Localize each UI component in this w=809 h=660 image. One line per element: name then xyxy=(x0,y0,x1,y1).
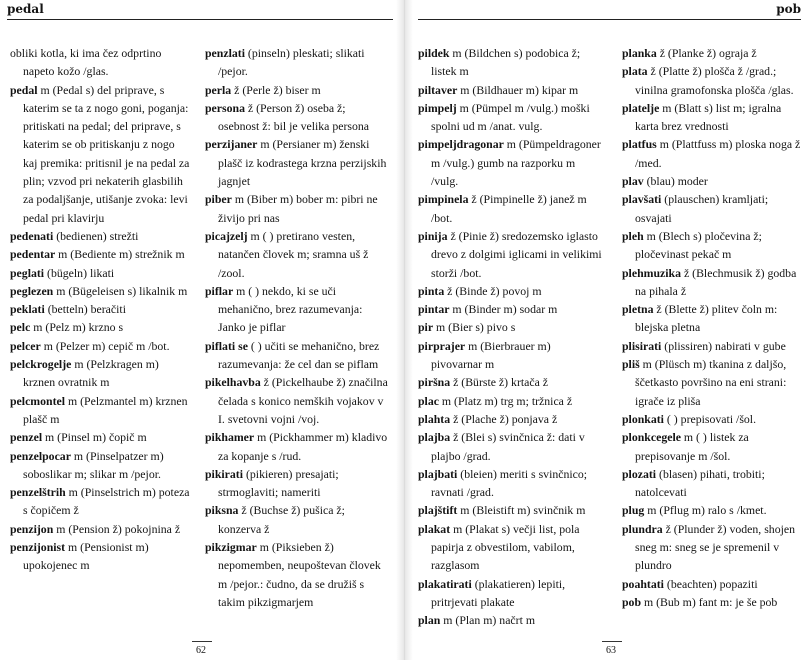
dictionary-entry: perzijaner m (Persianer m) ženski plašč iz kodrastega krzna perzijskih jagnjet xyxy=(205,137,387,189)
dictionary-entry: piltaver m (Bildhauer m) kipar m xyxy=(418,82,579,97)
dictionary-entry: platelje m (Blatt s) list m; igralna karta brez vrednosti xyxy=(622,100,782,134)
dictionary-entry: perla ž (Perle ž) biser m xyxy=(205,82,321,97)
dictionary-entry: pimpeljdragonar m (Pümpeldragoner m /vulg.) gumb na razporku m /vulg. xyxy=(418,137,601,189)
dictionary-entry: pelc m (Pelz m) krzno s xyxy=(10,320,124,335)
dictionary-entry: peglezen m (Bügeleisen s) likalnik m xyxy=(10,283,188,298)
dictionary-entry: plav (blau) moder xyxy=(622,174,708,189)
dictionary-entry: plonkati ( ) prepisovati /šol. xyxy=(622,411,757,426)
dictionary-entry: plata ž (Platte ž) plošča ž /grad.; vinilna gramofonska plošča /glas. xyxy=(622,64,794,97)
dictionary-entry: pintar m (Binder m) sodar m xyxy=(418,302,558,317)
column-2 xyxy=(205,44,389,611)
dictionary-entry: pinija ž (Pinie ž) sredozemsko iglasto drevo z dolgimi iglicami in velikimi storži /bot. xyxy=(418,228,602,280)
dictionary-entry: pleh m (Blech s) pločevina ž; pločevinast pekač m xyxy=(622,228,762,262)
running-head-left: pedal xyxy=(7,2,44,16)
dictionary-entry: pedal m (Pedal s) del priprave, s katerim se ta z nogo goni, poganja: pritiskati na pedal; del priprave, s katerim se ob pritiskanju z nogo kaj premika: pritisnil je na pedal za plin; vzvod pri nekaterih glasbilih za podaljšanje, utišanje zvoka: levi pedal pri klavirju xyxy=(10,82,190,225)
header-rule-right xyxy=(418,19,801,20)
page-number-right: 63 xyxy=(606,645,616,656)
dictionary-entry: plac m (Platz m) trg m; tržnica ž xyxy=(418,393,573,408)
dictionary-entry: plisirati (plissiren) nabirati v gube xyxy=(622,338,786,353)
dictionary-entry: pedentar m (Bediente m) strežnik m xyxy=(10,247,185,262)
dictionary-entry: piksna ž (Buchse ž) pušica ž; konzerva ž xyxy=(205,503,345,536)
dictionary-entry: pikirati (pikieren) presajati; strmoglaviti; nameriti xyxy=(205,466,339,500)
dictionary-entry: plundra ž (Plunder ž) voden, shojen sneg m: sneg se je spremenil v plundro xyxy=(622,521,796,573)
dictionary-entry: pimpinela ž (Pimpinelle ž) janež m /bot. xyxy=(418,192,587,225)
dictionary-entry: peglati (bügeln) likati xyxy=(10,265,115,280)
dictionary-entry: pikhamer m (Pickhammer m) kladivo za kopanje s /rud. xyxy=(205,430,388,463)
column-3 xyxy=(418,44,602,630)
dictionary-entry: plakatirati (plakatieren) lepiti, pritrjevati plakate xyxy=(418,576,566,609)
dictionary-entry: planka ž (Planke ž) ograja ž xyxy=(622,46,757,60)
dictionary-entry: plug m (Pflug m) ralo s /kmet. xyxy=(622,503,767,518)
dictionary-entry: piršna ž (Bürste ž) krtača ž xyxy=(418,375,549,390)
dictionary-entry: pliš m (Plüsch m) tkanina z daljšo, ščetkasto površino na eni strani: igrače iz pliša xyxy=(622,357,787,408)
dictionary-entry: plajba ž (Blei s) svinčnica ž: dati v plajbo /grad. xyxy=(418,430,585,463)
dictionary-entry: pelckrogelje m (Pelzkragen m) krznen ovratnik m xyxy=(10,357,159,390)
dictionary-entry: pirprajer m (Bierbrauer m) pivovarnar m xyxy=(418,338,551,372)
dictionary-entry: peklati (betteln) beračiti xyxy=(10,302,126,317)
dictionary-entry: pikelhavba ž (Pickelhaube ž) značilna čelada s konico nemških vojakov v I. svetovni vojni /voj. xyxy=(205,375,388,426)
dictionary-entry: pletna ž (Blette ž) plitev čoln m: blejska pletna xyxy=(622,302,778,335)
header-rule-left xyxy=(7,19,393,20)
dictionary-entry: poahtati (beachten) popaziti xyxy=(622,576,758,591)
dictionary-entry: pimpelj m (Pümpel m /vulg.) moški spolni ud m /anat. vulg. xyxy=(418,100,590,134)
dictionary-entry: penzelštrih m (Pinselstrich m) poteza s čopičem ž xyxy=(10,485,190,518)
dictionary-entry: pikzigmar m (Piksieben ž) nepomemben, neupoštevan človek m /pejor.: čudno, da se družiš s takim pikzigmarjem xyxy=(205,540,381,609)
column-1 xyxy=(10,44,190,575)
dictionary-entry: plan m (Plan m) načrt m xyxy=(418,613,535,628)
dictionary-entry: pildek m (Bildchen s) podobica ž; listek m xyxy=(418,46,581,79)
dictionary-entry: piflati se ( ) učiti se mehanično, brez razumevanja: že cel dan se piflam xyxy=(205,338,380,372)
page-number-rule-right xyxy=(602,641,622,642)
dictionary-entry: pob m (Bub m) fant m: je še pob xyxy=(622,594,778,609)
dictionary-entry: piflar m ( ) nekdo, ki se uči mehanično, brez razumevanja: Janko je piflar xyxy=(205,283,363,335)
dictionary-entry: pelcer m (Pelzer m) cepič m /bot. xyxy=(10,338,170,353)
dictionary-entry: penzelpocar m (Pinselpatzer m) soboslikar m; slikar m /pejor. xyxy=(10,448,164,481)
dictionary-entry: obliki kotla, ki ima čez odprtino napeto kožo /glas. xyxy=(10,46,162,79)
dictionary-entry: plehmuzika ž (Blechmusik ž) godba na pihala ž xyxy=(622,265,797,298)
dictionary-entry: piber m (Biber m) bober m: pibri ne živijo pri nas xyxy=(205,192,378,225)
column-4 xyxy=(622,44,802,611)
page-number-rule-left xyxy=(192,641,212,642)
dictionary-entry: penzijonist m (Pensionist m) upokojenec m xyxy=(10,540,149,573)
dictionary-entry: pir m (Bier s) pivo s xyxy=(418,320,516,335)
dictionary-entry: pinta ž (Binde ž) povoj m xyxy=(418,283,542,298)
dictionary-entry: persona ž (Person ž) oseba ž; osebnost ž: bil je velika persona xyxy=(205,100,370,134)
dictionary-entry: penzijon m (Pension ž) pokojnina ž xyxy=(10,521,181,536)
dictionary-entry: plavšati (plauschen) kramljati; osvajati xyxy=(622,192,769,225)
page-number-left: 62 xyxy=(196,645,206,656)
dictionary-entry: pedenati (bedienen) strežti xyxy=(10,228,139,243)
dictionary-entry: plajštift m (Bleistift m) svinčnik m xyxy=(418,503,586,518)
dictionary-entry: plonkcegele m ( ) listek za prepisovanje m /šol. xyxy=(622,430,749,463)
dictionary-entry: plajbati (bleien) meriti s svinčnico; ravnati /grad. xyxy=(418,466,588,500)
dictionary-entry: penzel m (Pinsel m) čopič m xyxy=(10,430,147,445)
running-head-right: pob xyxy=(776,2,801,16)
dictionary-entry: plozati (blasen) pihati, trobiti; natolcevati xyxy=(622,466,765,500)
dictionary-entry: penzlati (pinseln) pleskati; slikati /pejor. xyxy=(205,46,365,79)
dictionary-entry: pelcmontel m (Pelzmantel m) krznen plašč m xyxy=(10,393,188,426)
dictionary-entry: platfus m (Plattfuss m) ploska noga ž /med. xyxy=(622,137,801,170)
dictionary-entry: plakat m (Plakat s) večji list, pola papirja z obvestilom, vabilom, razglasom xyxy=(418,521,580,573)
book-gutter xyxy=(396,0,413,660)
dictionary-entry: picajzelj m ( ) pretirano vesten, natančen človek m; sramna uš ž /zool. xyxy=(205,228,369,280)
dictionary-entry: plahta ž (Plache ž) ponjava ž xyxy=(418,411,558,426)
